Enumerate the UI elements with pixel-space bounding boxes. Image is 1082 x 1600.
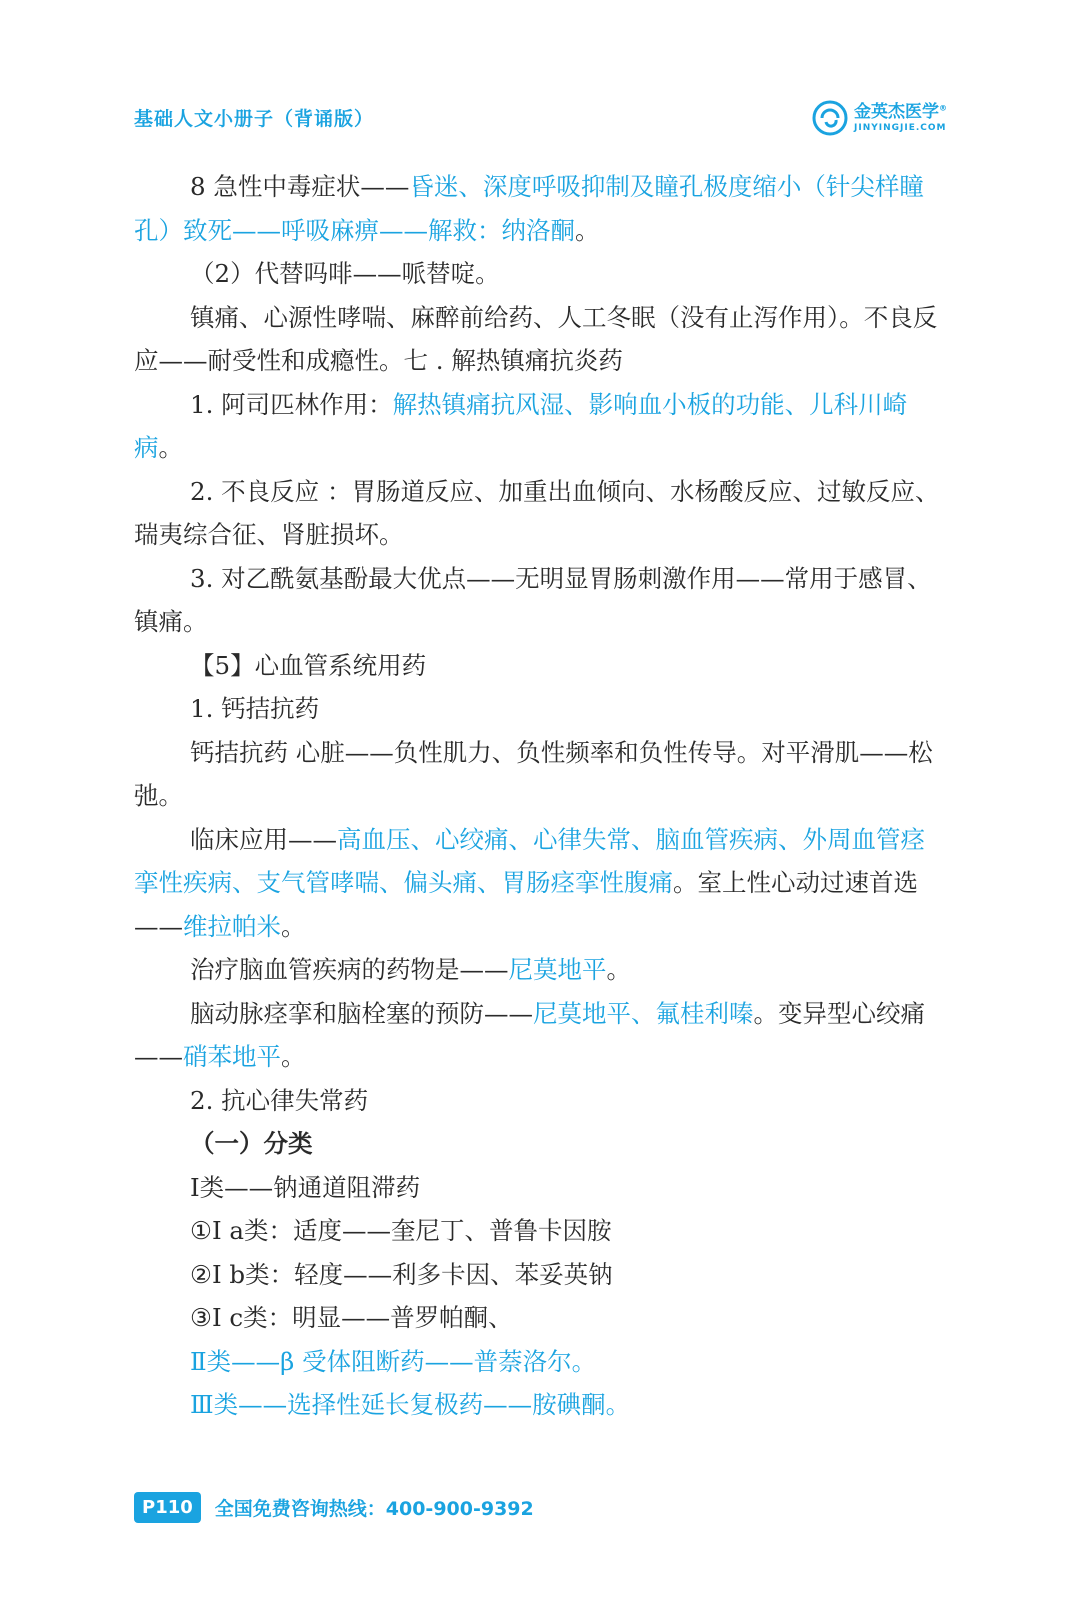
highlighted-text: 高血压、心绞痛、心律失常、脑血管疾病、外周血管痉挛性疾病、支气管哮喘、偏头痛、胃肠痉挛性腹痛	[134, 824, 925, 897]
text-segment: 1. 阿司匹林作用：	[190, 389, 393, 419]
page-number: P110	[134, 1492, 201, 1523]
paragraph	[134, 687, 946, 731]
highlighted-text: 昏迷、深度呼吸抑制及瞳孔极度缩小（针尖样瞳孔）致死——呼吸麻痹——解救：纳洛酮	[134, 172, 924, 245]
paragraph	[134, 470, 946, 557]
logo-cn-text: 金英杰医学	[854, 101, 939, 122]
text-segment: 。	[606, 955, 631, 984]
brand-logo	[812, 100, 947, 136]
text-segment: 临床应用——	[190, 824, 337, 854]
text-segment: 3. 对乙酰氨基酚最大优点——无明显胃肠刺激作用——常用于感冒、镇痛。	[134, 563, 932, 636]
text-segment: 脑动脉痉挛和脑栓塞的预防——	[190, 998, 533, 1028]
text-segment: 。	[158, 433, 183, 462]
page-footer	[134, 1492, 534, 1523]
highlighted-text: Ⅲ类——选择性延长复极药——胺碘酮。	[190, 1390, 631, 1419]
paragraph	[134, 1296, 946, 1340]
paragraph	[134, 1253, 946, 1297]
text-segment: （一）分类	[190, 1129, 313, 1158]
paragraph	[134, 731, 946, 818]
text-segment: 。变异型心绞痛——	[134, 998, 925, 1071]
text-segment: 镇痛、心源性哮喘、麻醉前给药、人工冬眠（没有止泻作用）。不良反应——耐受性和成瘾性。七 . 解热镇痛抗炎药	[134, 302, 938, 375]
paragraph	[134, 1079, 946, 1123]
paragraph	[134, 296, 946, 383]
text-segment: 2. 不良反应 ：胃肠道反应、加重出血倾向、水杨酸反应、过敏反应、瑞夷综合征、肾脏损坏。	[134, 476, 940, 549]
paragraph	[134, 557, 946, 644]
text-segment: 1. 钙拮抗药	[190, 694, 320, 723]
paragraph	[134, 818, 946, 949]
logo-swirl-icon	[812, 100, 848, 136]
paragraph	[134, 383, 946, 470]
text-segment: 钙拮抗药 心脏——负性肌力、负性频率和负性传导。对平滑肌——松弛。	[134, 737, 933, 810]
text-segment: 。	[281, 1042, 306, 1071]
paragraph	[134, 1209, 946, 1253]
text-segment: 。	[281, 911, 306, 941]
text-segment: ②Ⅰ b类：轻度——利多卡因、苯妥英钠	[190, 1259, 613, 1289]
text-segment: 。室上性心动过速首选——	[134, 868, 918, 941]
hotline-text: 全国免费咨询热线：400-900-9392	[214, 1498, 534, 1520]
paragraph	[134, 1166, 946, 1210]
text-segment: （2）代替吗啡——哌替啶。	[190, 259, 500, 288]
paragraph	[134, 165, 946, 252]
logo-en-text: JINYINGJIE.COM	[854, 122, 947, 133]
highlighted-text: 尼莫地平、氟桂利嗪	[533, 998, 754, 1028]
text-segment: Ⅰ类——钠通道阻滞药	[190, 1172, 421, 1202]
paragraph	[134, 252, 946, 296]
paragraph	[134, 1340, 946, 1384]
text-segment: 【5】心血管系统用药	[190, 650, 427, 680]
text-segment: ①Ⅰ a类：适度——奎尼丁、普鲁卡因胺	[190, 1216, 612, 1245]
highlighted-text: Ⅱ类——β 受体阻断药——普萘洛尔。	[190, 1346, 597, 1376]
text-segment: 2. 抗心律失常药	[190, 1085, 369, 1115]
logo-reg-mark: ®	[939, 102, 947, 112]
highlighted-text: 尼莫地平	[508, 955, 607, 984]
text-segment: 。	[575, 215, 600, 245]
paragraph	[134, 992, 946, 1079]
highlighted-text: 硝苯地平	[183, 1042, 281, 1071]
paragraph	[134, 644, 946, 688]
highlighted-text: 维拉帕米	[183, 911, 281, 941]
highlighted-text: 解热镇痛抗风湿、影响血小板的功能、儿科川崎病	[134, 389, 908, 462]
paragraph	[134, 1122, 946, 1166]
paragraph	[134, 948, 946, 992]
book-title: 基础人文小册子（背诵版）	[134, 108, 375, 130]
text-segment: 8 急性中毒症状——	[190, 172, 410, 201]
body-text	[134, 165, 946, 1427]
paragraph	[134, 1383, 946, 1427]
text-segment: ③Ⅰ c类：明显——普罗帕酮、	[190, 1303, 513, 1332]
text-segment: 治疗脑血管疾病的药物是——	[190, 955, 509, 984]
